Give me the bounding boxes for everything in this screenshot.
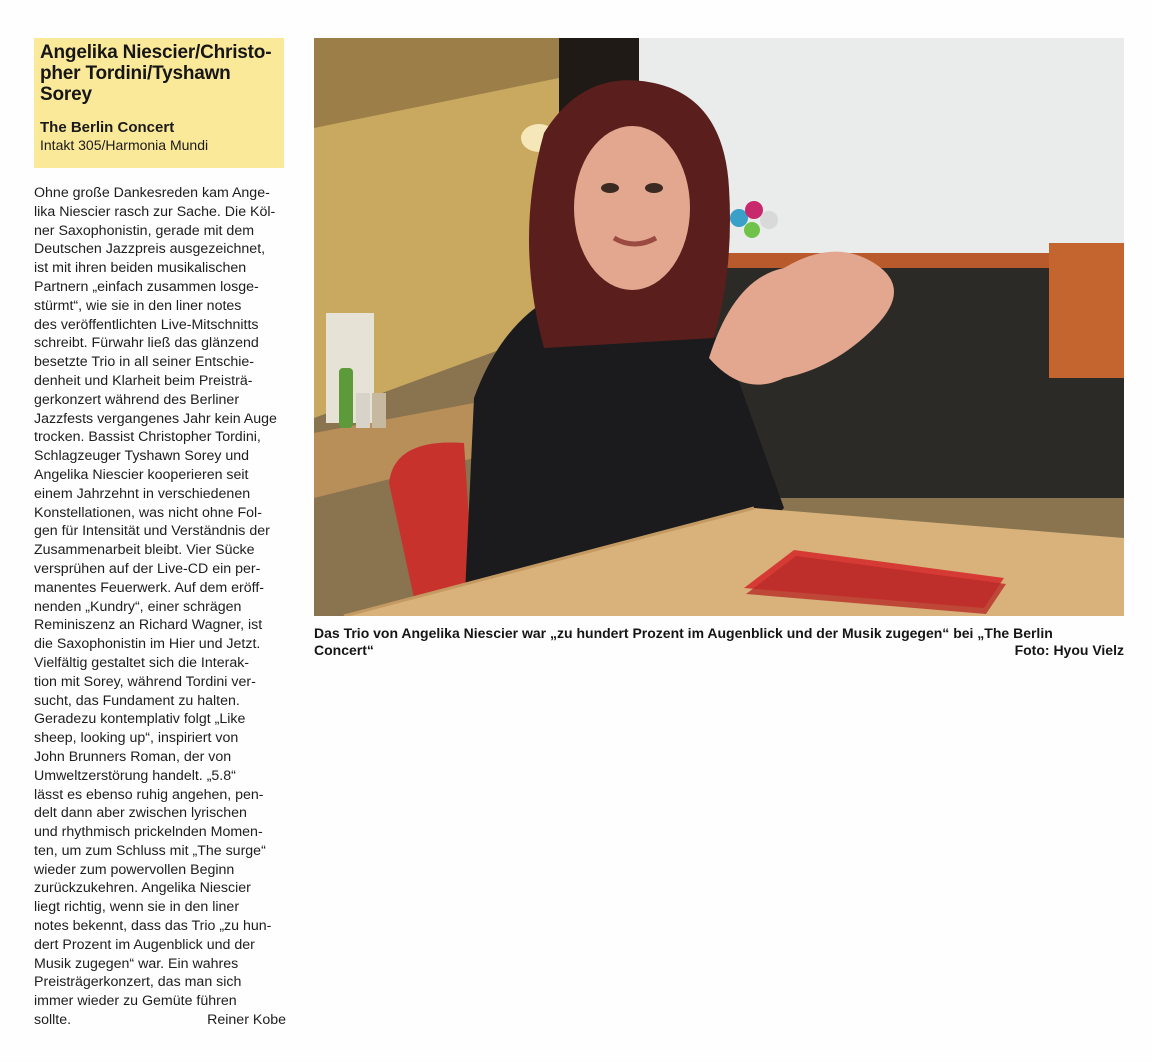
photo-illustration [314, 38, 1124, 616]
review-line: stürmt“, wie sie in den liner notes [34, 297, 242, 314]
review-text [34, 184, 286, 1030]
bottle [339, 368, 353, 428]
review-line: versprühen auf der Live-CD ein per- [34, 560, 261, 577]
review-author: Reiner Kobe [207, 1012, 286, 1029]
review-line: Ohne große Dankesreden kam Ange- [34, 185, 270, 201]
review-line: denheit und Klarheit beim Preisträ- [34, 372, 253, 389]
review-line: gen für Intensität und Verständnis der [34, 523, 270, 540]
review-line: manentes Feuerwerk. Auf dem eröff- [34, 579, 264, 596]
review-line: Geradezu kontemplativ folgt „Like [34, 711, 246, 728]
review-line: ner Saxophonistin, gerade mit dem [34, 222, 255, 239]
album-artist-line: Sorey [40, 84, 92, 105]
review-line: Vielfältig gestaltet sich die Interak- [34, 654, 250, 671]
review-line: Preisträgerkonzert, das man sich [34, 974, 242, 991]
review-line: die Saxophonistin im Hier und Jetzt. [34, 636, 261, 653]
review-line: delt dann aber zwischen lyrischen [34, 805, 247, 822]
caption-row [314, 642, 1124, 659]
photo-caption [314, 625, 1124, 659]
review-line: Deutschen Jazzpreis ausgezeichnet, [34, 241, 266, 258]
review-line: gerkonzert während des Berliner [34, 391, 240, 408]
review-line: einem Jahrzehnt in verschiedenen [34, 485, 251, 502]
review-line: Reminiszenz an Richard Wagner, ist [34, 617, 263, 634]
review-line: und rhythmisch prickelnden Momen- [34, 824, 263, 841]
person-eye [601, 183, 619, 193]
review-line: Angelika Niescier kooperieren seit [34, 466, 249, 483]
photo [314, 38, 1124, 616]
review-line: ist mit ihren beiden musikalischen [34, 260, 247, 277]
photo-credit: Foto: Hyou Vielz [1014, 642, 1124, 658]
album-header-box [34, 38, 284, 168]
review-line: lässt es ebenso ruhig angehen, pen- [34, 786, 264, 803]
review-line: Jazzfests vergangenes Jahr kein Auge [34, 410, 277, 427]
review-line: Zusammenarbeit bleibt. Vier Sücke [34, 542, 255, 559]
review-line: des veröffentlichten Live-Mitschnitts [34, 316, 259, 333]
person-face [574, 126, 690, 290]
ornament [744, 222, 760, 238]
ornament [760, 211, 778, 229]
caption-text: Das Trio von Angelika Niescier war „zu hundert Prozent im Augenblick und der Musik zugegen“ bei „The Berlin [314, 625, 1053, 641]
review-line: immer wieder zu Gemüte führen [34, 993, 237, 1010]
review-line: Musik zugegen“ war. Ein wahres [34, 955, 239, 972]
review-line: schreibt. Fürwahr ließ das glänzend [34, 335, 259, 352]
review-line: sucht, das Fundament zu halten. [34, 692, 240, 709]
review-line: besetzte Trio in all seiner Entschie- [34, 354, 255, 371]
review-line: nenden „Kundry“, einer schrägen [34, 598, 242, 615]
review-line: wieder zum powervollen Beginn [34, 861, 235, 878]
shaker [356, 393, 370, 428]
review-line: Umweltzerstörung handelt. „5.8“ [34, 767, 236, 784]
album-artist-line: pher Tordini/Tyshawn [40, 63, 231, 84]
review-line: Schlagzeuger Tyshawn Sorey und [34, 448, 250, 465]
review-line: Konstellationen, was nicht ohne Fol- [34, 504, 262, 521]
review-line: lika Niescier rasch zur Sache. Die Köl- [34, 203, 276, 220]
review-last-line [34, 1011, 286, 1030]
album-artist-line: Angelika Niescier/Christo- [40, 42, 272, 63]
review-line: John Brunners Roman, der von [34, 748, 232, 765]
review-line: Partnern „einfach zusammen losge- [34, 278, 259, 295]
album-label: Intakt 305/Harmonia Mundi [40, 137, 209, 153]
caption-row [314, 625, 1124, 642]
review-line: sollte. [34, 1012, 72, 1029]
review-line: notes bekennt, dass das Trio „zu hun- [34, 918, 272, 935]
review-line: ten, um zum Schluss mit „The surge“ [34, 842, 266, 859]
review-line: liegt richtig, wenn sie in den liner [34, 899, 240, 916]
wall-panel-orange [1049, 243, 1124, 378]
review-line: dert Prozent im Augenblick und der [34, 936, 255, 953]
album-artist [40, 42, 278, 105]
review-line: tion mit Sorey, während Tordini ver- [34, 673, 256, 690]
review-line: zurückzukehren. Angelika Niescier [34, 880, 251, 897]
review-line: sheep, looking up“, inspiriert von [34, 730, 239, 747]
review-line: trocken. Bassist Christopher Tordini, [34, 429, 261, 446]
album-title: The Berlin Concert [40, 119, 175, 136]
caption-text-end: Concert“ [314, 642, 374, 658]
ornament [745, 201, 763, 219]
person-eye [645, 183, 663, 193]
shaker [372, 393, 386, 428]
